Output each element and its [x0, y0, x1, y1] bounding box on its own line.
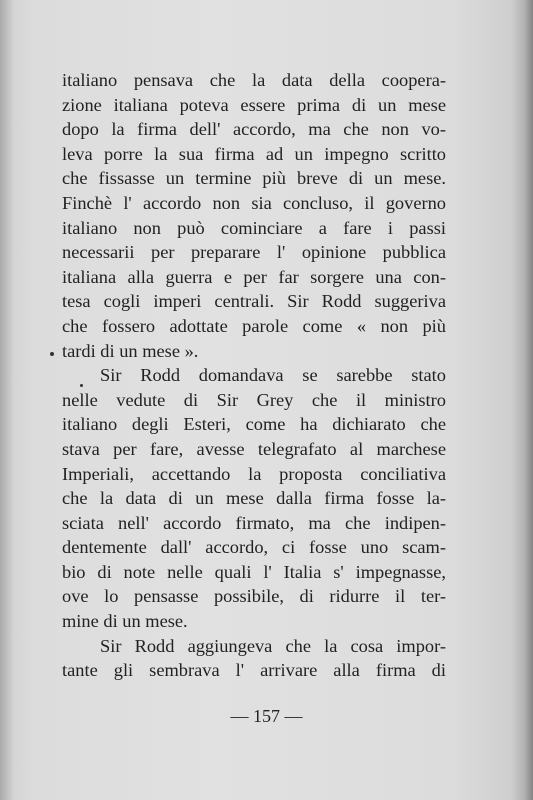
body-text	[62, 68, 446, 683]
page-number: — 157 —	[230, 706, 303, 726]
ink-speck	[80, 384, 83, 387]
paragraph	[62, 634, 446, 683]
text-line: tardi di un mese ».	[62, 340, 199, 361]
text-line: Finchè l' accordo non sia concluso, il governo	[62, 192, 446, 213]
text-line: tante gli sembrava l' arrivare alla firma di	[62, 660, 446, 681]
text-line: Sir Rodd aggiungeva che la cosa impor-	[100, 635, 446, 656]
text-line: che fissasse un termine più breve di un mese.	[62, 168, 446, 189]
paragraph	[62, 68, 446, 363]
page-gutter-shadow	[511, 0, 533, 800]
text-line: bio di note nelle quali l' Italia s' impegnasse,	[62, 561, 446, 582]
ink-speck	[50, 352, 54, 356]
text-line: Sir Rodd domandava se sarebbe stato	[100, 365, 446, 386]
text-line: mine di un mese.	[62, 611, 188, 632]
text-line: stava per fare, avesse telegrafato al marchese	[62, 438, 446, 459]
text-line: sciata nell' accordo firmato, ma che indipen-	[62, 512, 446, 533]
text-line: italiano degli Esteri, come ha dichiarato che	[62, 414, 446, 435]
text-line: nelle vedute di Sir Grey che il ministro	[62, 389, 446, 410]
text-line: Imperiali, accettando la proposta conciliativa	[62, 463, 446, 484]
text-line: tesa cogli imperi centrali. Sir Rodd suggeriva	[62, 291, 446, 312]
text-line: dentemente dall' accordo, ci fosse uno scam-	[62, 537, 446, 558]
text-line: necessarii per preparare l' opinione pubblica	[62, 242, 446, 263]
text-line: che fossero adottate parole come « non più	[62, 315, 446, 336]
page-left-shadow	[0, 0, 14, 800]
text-line: ove lo pensasse possibile, di ridurre il ter-	[62, 586, 446, 607]
text-line: italiana alla guerra e per far sorgere una con-	[62, 266, 446, 287]
text-line: italiano non può cominciare a fare i passi	[62, 217, 446, 238]
text-line: italiano pensava che la data della coopera-	[62, 70, 446, 90]
paragraph	[62, 363, 446, 634]
text-line: zione italiana poteva essere prima di un mese	[62, 94, 446, 115]
text-line: che la data di un mese dalla firma fosse la-	[62, 488, 446, 509]
text-line: dopo la firma dell' accordo, ma che non vo-	[62, 119, 446, 140]
text-line: leva porre la sua firma ad un impegno scritto	[62, 143, 446, 164]
